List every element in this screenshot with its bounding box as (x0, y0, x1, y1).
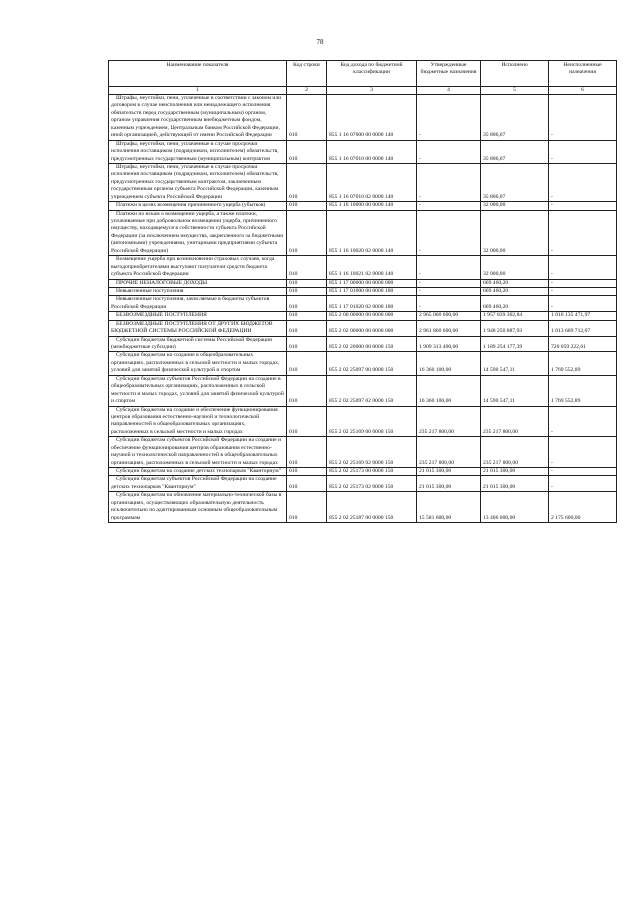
approved-value: - (417, 256, 481, 279)
indicator-name (109, 476, 287, 492)
header-unexecuted: Неисполненные назначения (549, 61, 617, 87)
executed-value: 21 015 300,00 (481, 468, 549, 476)
indicator-text: Субсидии бюджетам на создание детских технопарков "Кванториум" (116, 468, 281, 474)
income-code: 855 2 02 00000 00 0000 000 (327, 320, 417, 336)
header-line-code: Код строки (287, 61, 327, 87)
line-code: 010 (287, 352, 327, 375)
indicator-name (109, 279, 287, 287)
indicator-text: Невыясненные поступления, зачисляемые в бюджеты субъектов Российской Федерации (111, 296, 270, 310)
executed-value: 21 015 300,00 (481, 476, 549, 492)
table-row (109, 312, 617, 320)
column-number: 5 (481, 87, 549, 95)
executed-value: 669 460,20 (481, 287, 549, 295)
income-code: 855 2 02 25097 00 0000 150 (327, 352, 417, 375)
table-row (109, 163, 617, 201)
line-code: 010 (287, 140, 327, 163)
table-row (109, 256, 617, 279)
line-code: 010 (287, 296, 327, 312)
indicator-name (109, 352, 287, 375)
indicator-text: Возмещение ущерба при возникновении страховых случаев, когда выгодоприобретателями выступают получатели средств бюджета субъекта Российской Федерации (111, 256, 275, 278)
approved-value: - (417, 210, 481, 256)
column-number: 3 (327, 87, 417, 95)
table-row (109, 468, 617, 476)
table-row (109, 279, 617, 287)
column-number: 1 (109, 87, 287, 95)
indicator-name (109, 336, 287, 352)
table-body (109, 95, 617, 523)
unexecuted-value: - (549, 95, 617, 141)
indicator-name (109, 95, 287, 141)
budget-report-table (108, 60, 617, 523)
line-code: 010 (287, 375, 327, 406)
executed-value: 35 806,07 (481, 140, 549, 163)
income-code: 855 1 16 10020 02 0000 140 (327, 210, 417, 256)
header-approved: Утвержденные бюджетные назначения (417, 61, 481, 87)
table-header-row (109, 61, 617, 87)
income-code: 855 1 16 10021 02 0000 140 (327, 256, 417, 279)
approved-value: 2 965 060 600,00 (417, 312, 481, 320)
indicator-text: ПРОЧИЕ НЕНАЛОГОВЫЕ ДОХОДЫ (116, 279, 208, 286)
unexecuted-value: - (549, 279, 617, 287)
approved-value: - (417, 163, 481, 201)
approved-value: 235 217 800,00 (417, 406, 481, 437)
executed-value: 1 957 839 302,84 (481, 312, 549, 320)
unexecuted-value: 1 013 609 712,07 (549, 320, 617, 336)
approved-value: 16 360 100,00 (417, 352, 481, 375)
executed-value: 13 406 000,00 (481, 492, 549, 523)
line-code: 010 (287, 336, 327, 352)
approved-value: 21 015 300,00 (417, 476, 481, 492)
indicator-name (109, 437, 287, 468)
line-code: 010 (287, 492, 327, 523)
unexecuted-value: 720 059 222,61 (549, 336, 617, 352)
approved-value: - (417, 140, 481, 163)
unexecuted-value: - (549, 296, 617, 312)
line-code: 010 (287, 163, 327, 201)
indicator-text: Субсидии бюджетам субъектов Российской Федерации на создание в общеобразовательных организациях, расположенных в сельской местности и малых городах, условий для занятий физической культурой и спортом (111, 375, 284, 405)
table-row (109, 492, 617, 523)
line-code: 010 (287, 468, 327, 476)
column-number: 4 (417, 87, 481, 95)
income-code: 855 1 17 01020 02 0000 180 (327, 296, 417, 312)
indicator-name (109, 163, 287, 201)
header-indicator-name: Наименование показателя (109, 61, 287, 87)
line-code: 010 (287, 287, 327, 295)
page-number: 78 (316, 38, 324, 46)
indicator-name (109, 468, 287, 476)
indicator-text: Субсидии бюджетам субъектов Российской Федерации на создание детских технопарков "Кванториум" (111, 476, 277, 490)
column-number-row (109, 87, 617, 95)
table-row (109, 140, 617, 163)
executed-value: 14 590 547,11 (481, 375, 549, 406)
unexecuted-value: - (549, 476, 617, 492)
approved-value: 16 360 100,00 (417, 375, 481, 406)
line-code: 010 (287, 476, 327, 492)
income-code: 855 1 16 10000 00 0000 140 (327, 202, 417, 210)
header-income-code: Код дохода по бюджетной классификации (327, 61, 417, 87)
unexecuted-value: - (549, 163, 617, 201)
executed-value: 32 000,00 (481, 202, 549, 210)
approved-value: 235 217 800,00 (417, 437, 481, 468)
indicator-name (109, 312, 287, 320)
approved-value: 2 961 860 600,00 (417, 320, 481, 336)
table-row (109, 320, 617, 336)
table-row (109, 406, 617, 437)
unexecuted-value: - (549, 437, 617, 468)
indicator-text: Субсидии бюджетам на обновление материально-технической базы в организациях, осуществляющих образовательную деятельность исключительно по адаптированным основным общеобразовательным программам (111, 492, 282, 521)
indicator-name (109, 492, 287, 523)
approved-value: - (417, 202, 481, 210)
indicator-text: Субсидии бюджетам бюджетной системы Российской Федерации (межбюджетные субсидии) (111, 336, 273, 350)
approved-value: - (417, 296, 481, 312)
table-row (109, 437, 617, 468)
line-code: 010 (287, 437, 327, 468)
approved-value: - (417, 279, 481, 287)
executed-value: 35 806,07 (481, 163, 549, 201)
column-number: 6 (549, 87, 617, 95)
line-code: 010 (287, 406, 327, 437)
table-row (109, 476, 617, 492)
unexecuted-value: 1 016 135 471,97 (549, 312, 617, 320)
indicator-name (109, 406, 287, 437)
column-number: 2 (287, 87, 327, 95)
approved-value: 21 015 300,00 (417, 468, 481, 476)
indicator-name (109, 210, 287, 256)
executed-value: 1 948 250 887,93 (481, 320, 549, 336)
approved-value: - (417, 287, 481, 295)
executed-value: 235 217 800,00 (481, 437, 549, 468)
unexecuted-value: - (549, 406, 617, 437)
table-row (109, 210, 617, 256)
executed-value: 235 217 800,00 (481, 406, 549, 437)
income-code: 855 2 02 25187 00 0000 150 (327, 492, 417, 523)
income-code: 855 1 16 07000 00 0000 140 (327, 95, 417, 141)
indicator-name (109, 375, 287, 406)
executed-value: 32 000,00 (481, 210, 549, 256)
indicator-text: Субсидии бюджетам на создание в общеобразовательных организациях, расположенных в сельской местности и малых городах, условий для занятий физической культурой и спортом (111, 352, 280, 374)
line-code: 010 (287, 279, 327, 287)
income-code: 855 2 00 00000 00 0000 000 (327, 312, 417, 320)
executed-value: 35 806,07 (481, 95, 549, 141)
indicator-text: БЕЗВОЗМЕЗДНЫЕ ПОСТУПЛЕНИЯ ОТ ДРУГИХ БЮДЖЕТОВ БЮДЖЕТНОЙ СИСТЕМЫ РОССИЙСКОЙ ФЕДЕРАЦИИ (111, 320, 273, 335)
income-code: 855 1 17 00000 00 0000 000 (327, 279, 417, 287)
line-code: 010 (287, 210, 327, 256)
income-code: 855 2 02 25169 00 0000 150 (327, 406, 417, 437)
unexecuted-value: - (549, 202, 617, 210)
executed-value: 669 460,20 (481, 279, 549, 287)
indicator-text: Штрафы, неустойки, пени, уплаченные в соответствии с законом или договором в случае неисполнения или ненадлежащего исполнения обязательств перед государственным (муниципальным) органом, органом управления государственным внебюджетным фондом, казенным учреждением, Центральным банком Российской Федерации, иной организацией, действующей от имени Российской Федерации (111, 95, 282, 139)
table-row (109, 352, 617, 375)
indicator-text: Субсидии бюджетам субъектов Российской Федерации на создание и обеспечение функционирования центров образования естественно-научной и технологической направленностей в общеобразовательных организациях, расположенных в сельской местности и малых городах (111, 437, 281, 466)
indicator-text: БЕЗВОЗМЕЗДНЫЕ ПОСТУПЛЕНИЯ (116, 312, 207, 319)
indicator-name (109, 287, 287, 295)
income-code: 855 1 17 01000 00 0000 180 (327, 287, 417, 295)
indicator-text: Платежи по искам о возмещении ущерба, а также платежи, уплачиваемые при добровольном возмещении ущерба, причиненного имуществу, находящемуся в собственности субъекта Российской Федерации (за исключением имущества, закрепленного за бюджетными (автономными) учреждениями, унитарными предприятиями субъекта Российской Федерации) (111, 210, 284, 254)
unexecuted-value: 1 769 552,89 (549, 375, 617, 406)
indicator-text: Субсидии бюджетам на создание и обеспечение функционирования центров образования естественно-научной и технологической направленностей в общеобразовательных организациях, расположенных в сельской местности и малых городах (111, 406, 278, 435)
income-code: 855 2 02 25173 00 0000 150 (327, 468, 417, 476)
unexecuted-value: - (549, 468, 617, 476)
unexecuted-value: - (549, 256, 617, 279)
executed-value: 669 460,20 (481, 296, 549, 312)
indicator-text: Невыясненные поступления (116, 287, 184, 294)
table-row (109, 296, 617, 312)
indicator-name (109, 256, 287, 279)
income-code: 855 2 02 25169 02 0000 150 (327, 437, 417, 468)
income-code: 855 2 02 25097 02 0000 150 (327, 375, 417, 406)
unexecuted-value: 1 769 552,89 (549, 352, 617, 375)
table-row (109, 287, 617, 295)
executed-value: 1 189 254 177,39 (481, 336, 549, 352)
line-code: 010 (287, 202, 327, 210)
income-code: 855 2 02 20000 00 0000 150 (327, 336, 417, 352)
table-row (109, 336, 617, 352)
table-row (109, 202, 617, 210)
indicator-name (109, 296, 287, 312)
executed-value: 32 000,00 (481, 256, 549, 279)
table-row (109, 375, 617, 406)
line-code: 010 (287, 256, 327, 279)
unexecuted-value: - (549, 140, 617, 163)
unexecuted-value: 2 175 600,00 (549, 492, 617, 523)
executed-value: 14 590 547,11 (481, 352, 549, 375)
income-code: 855 2 02 25173 02 0000 150 (327, 476, 417, 492)
indicator-text: Платежи в целях возмещения причиненного ущерба (убытков) (116, 202, 266, 209)
indicator-text: Штрафы, неустойки, пени, уплаченные в случае просрочки исполнения поставщиком (подрядчиком, исполнителем) обязательств, предусмотренных государственным контрактом, заключенным государственным органом субъекта Российской Федерации, казенным учреждением субъекта Российской Федерации (111, 163, 279, 200)
table-row (109, 95, 617, 141)
approved-value: 15 581 600,00 (417, 492, 481, 523)
unexecuted-value: - (549, 287, 617, 295)
line-code: 010 (287, 95, 327, 141)
indicator-name (109, 202, 287, 210)
indicator-name (109, 140, 287, 163)
unexecuted-value: - (549, 210, 617, 256)
approved-value: 1 909 313 400,00 (417, 336, 481, 352)
indicator-text: Штрафы, неустойки, пени, уплаченные в случае просрочки исполнения поставщиком (подрядчиком, исполнителем) обязательств, предусмотренных государственным (муниципальным) контрактом (111, 140, 279, 162)
indicator-name (109, 320, 287, 336)
header-executed: Исполнено (481, 61, 549, 87)
income-code: 855 1 16 07010 02 0000 140 (327, 163, 417, 201)
approved-value: - (417, 95, 481, 141)
line-code: 010 (287, 312, 327, 320)
line-code: 010 (287, 320, 327, 336)
income-code: 855 1 16 07010 00 0000 140 (327, 140, 417, 163)
